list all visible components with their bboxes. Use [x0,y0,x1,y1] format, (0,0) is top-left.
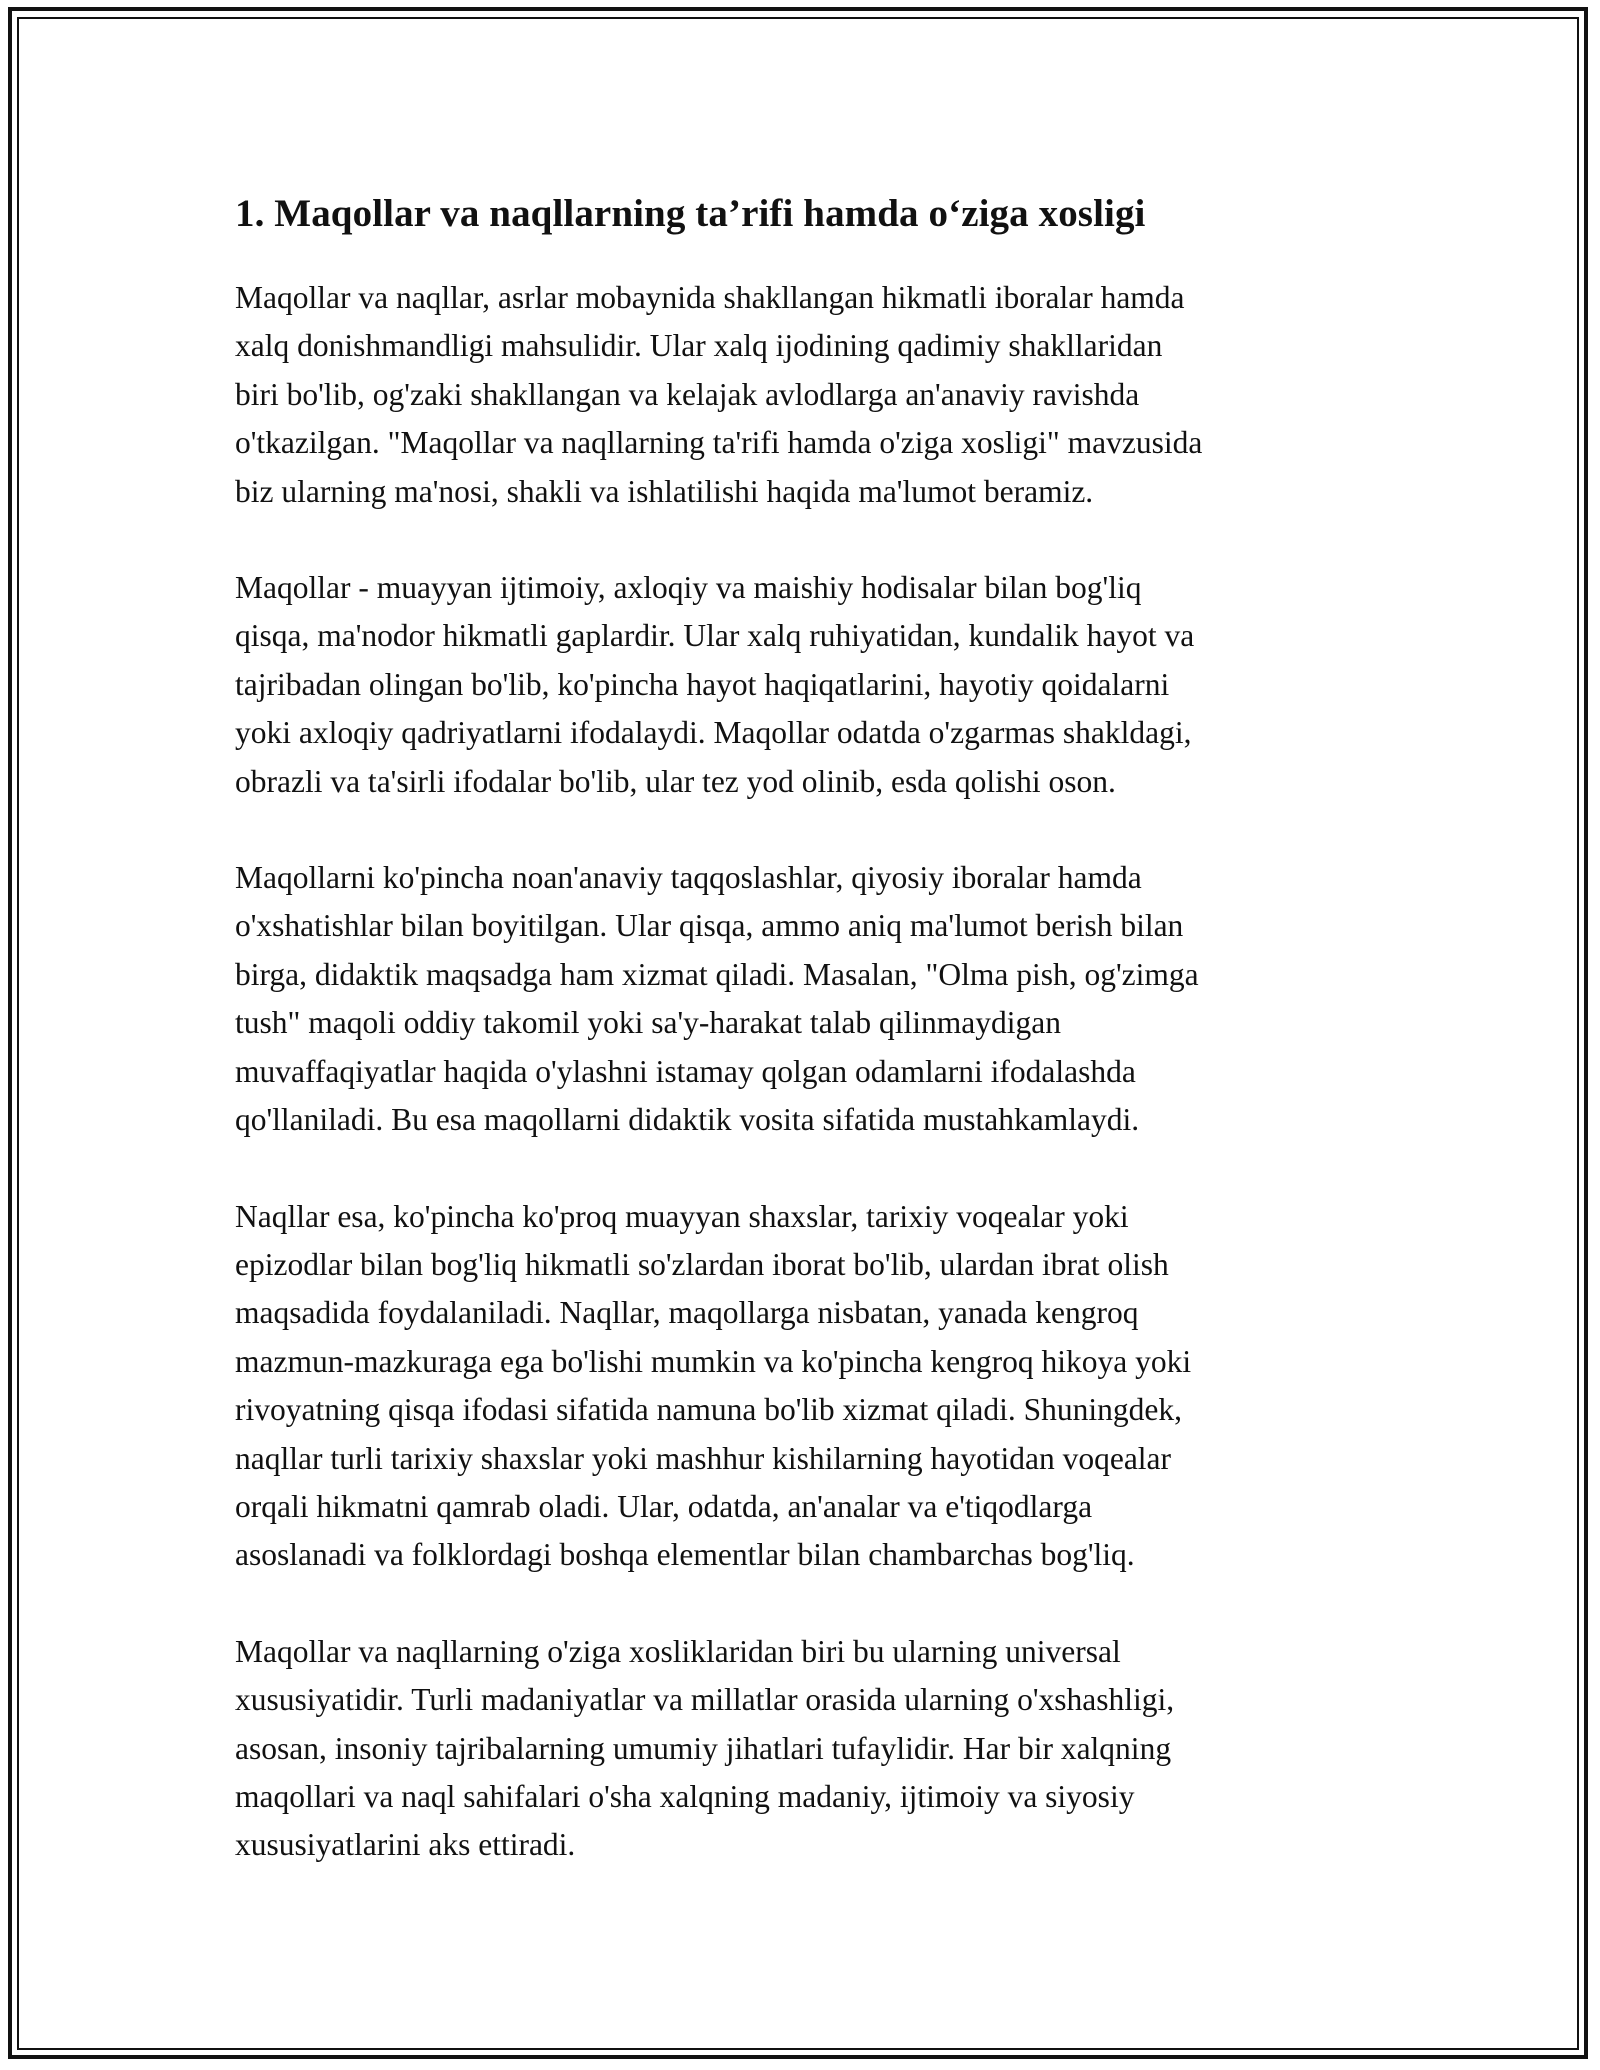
paragraph-maqollar: Maqollar - muayyan ijtimoiy, axloqiy va maishiy hodisalar bilan bog'liq qisqa, ma'nodor hikmatli gaplardir. Ular xalq ruhiyatidan, kundalik hayot va tajribadan olingan bo'lib, ko'pincha hayot haqiqatlarini, hayotiy qoidalarni yoki axloqiy qadriyatlarni ifodalaydi. Maqollar odatda o'zgarmas shakldagi, obrazli va ta'sirli ifodalar bo'lib, ular tez yod olinib, esda qolishi oson. [235,570,1195,799]
document-body [235,188,1385,1918]
paragraph-naqllar: Naqllar esa, ko'pincha ko'proq muayyan shaxslar, tarixiy voqealar yoki epizodlar bilan bog'liq hikmatli so'zlardan iborat bo'lib, ulardan ibrat olish maqsadida foydalaniladi. Naqllar, maqollarga nisbatan, yanada kengroq mazmun-mazkuraga ega bo'lishi mumkin va ko'pincha kengroq hikoya yoki rivoyatning qisqa ifodasi sifatida namuna bo'lib xizmat qiladi. Shuningdek, naqllar turli tarixiy shaxslar yoki mashhur kishilarning hayotidan voqealar orqali hikmatni qamrab oladi. Ular, odatda, an'analar va e'tiqodlarga asoslanadi va folklordagi boshqa elementlar bilan chambarchas bog'liq. [235,1198,1192,1573]
paragraph-universality: Maqollar va naqllarning o'ziga xosliklaridan biri bu ularning universal xususiyatidir. Turli madaniyatlar va millatlar orasida ularning o'xshashligi, asosan, insoniy tajribalarning umumiy jihatlari tufaylidir. Har bir xalqning maqollari va naql sahifalari o'sha xalqning madaniy, ijtimoiy va siyosiy xususiyatlarini aks ettiradi. [235,1633,1175,1863]
paragraph-maqollar-features: Maqollarni ko'pincha noan'anaviy taqqoslashlar, qiyosiy iboralar hamda o'xshatishlar bilan boyitilgan. Ular qisqa, ammo aniq ma'lumot berish bilan birga, didaktik maqsadga ham xizmat qiladi. Masalan, "Olma pish, og'zimga tush" maqoli oddiy takomil yoki sa'y-harakat talab qilinmaydigan muvaffaqiyatlar haqida o'ylashni istamay qolgan odamlarni ifodalashda qo'llaniladi. Bu esa maqollarni didaktik vosita sifatida mustahkamlaydi. [235,860,1199,1138]
paragraph-definition: Maqollar va naqllar, asrlar mobaynida shakllangan hikmatli iboralar hamda xalq donishmandligi mahsulidir. Ular xalq ijodining qadimiy shakllaridan biri bo'lib, og'zaki shakllangan va kelajak avlodlarga an'anaviy ravishda o'tkazilgan. "Maqollar va naqllarning ta'rifi hamda o'ziga xosligi" mavzusida biz ularning ma'nosi, shakli va ishlatilishi haqida ma'lumot beramiz. [235,280,1203,509]
section-heading: 1. Maqollar va naqllarning ta’rifi hamda o‘ziga xosligi [235,192,1146,235]
